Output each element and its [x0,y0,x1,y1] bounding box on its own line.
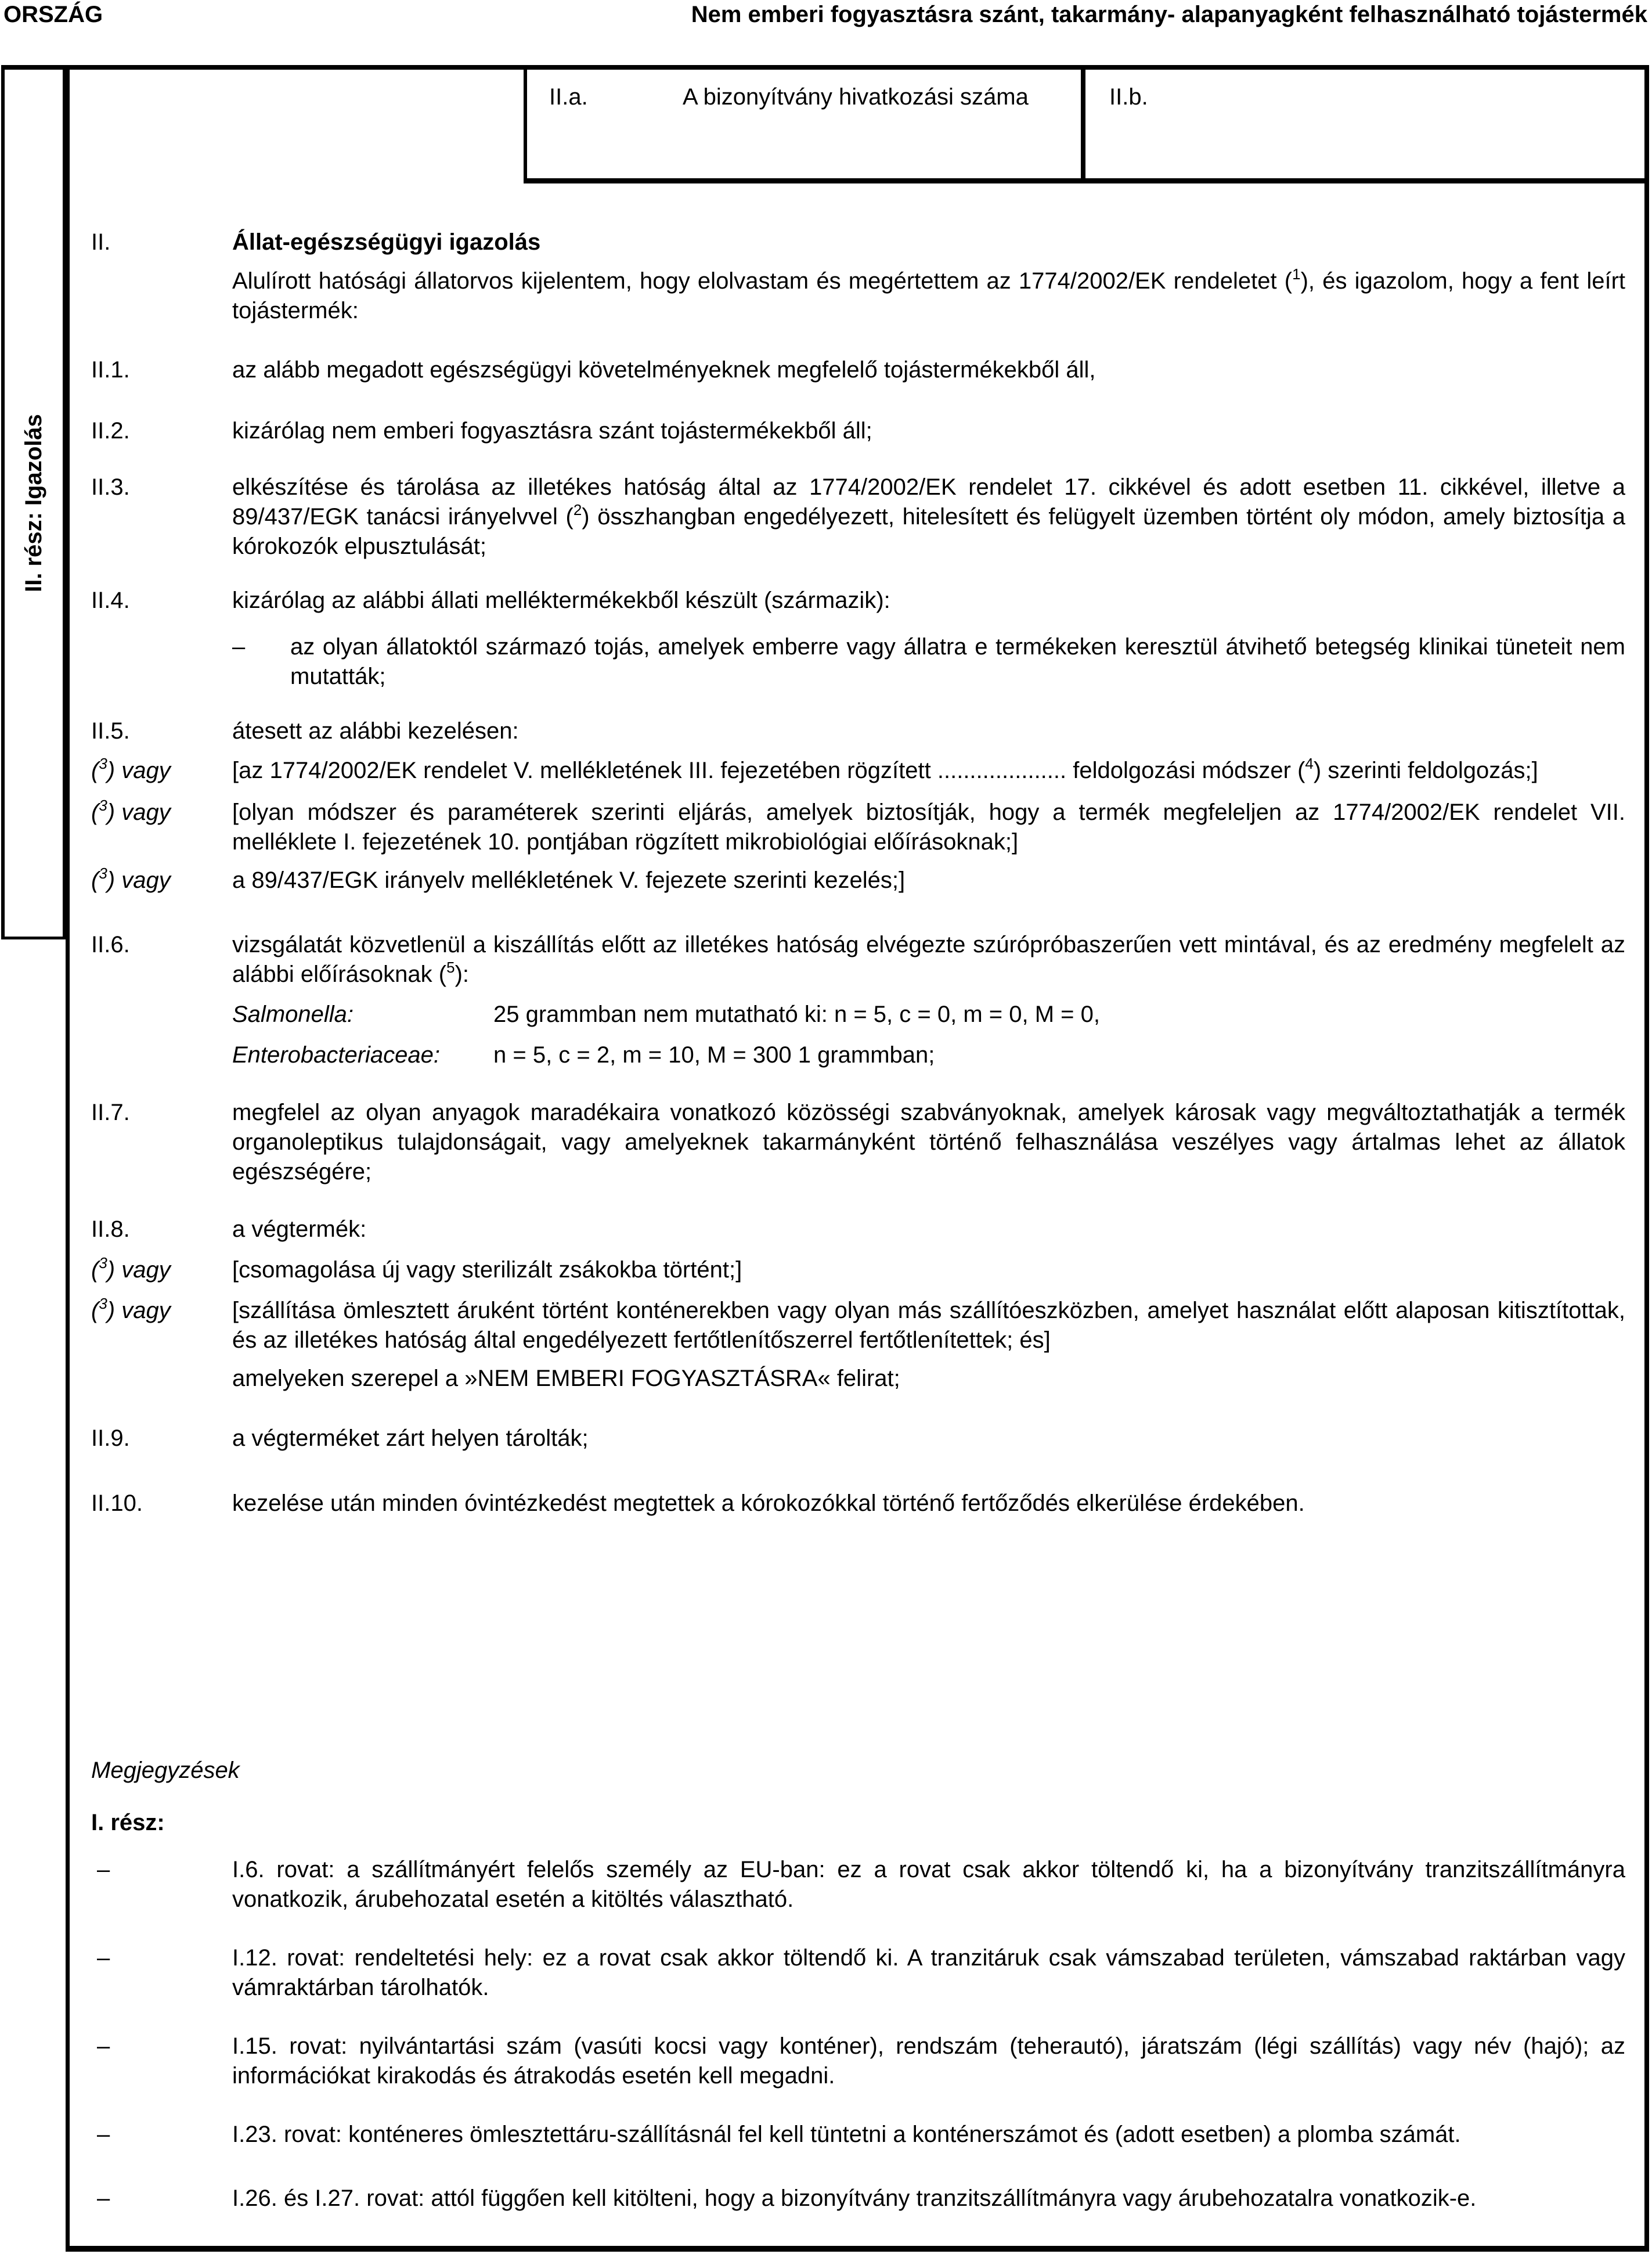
footnote-2-ref: 2 [573,501,582,519]
cell-iia [527,70,1085,178]
item-ii7-text: megfelel az olyan anyagok maradékaira vonatkozó közösségi szabványoknak, amelyek károsak vagy megváltoztathatják a termék organoleptikus tulajdonságait, vagy amelyeknek takarmányként történő felhasználása veszélyes vagy ártalmas lehet az állatok egészségére; [232,1100,1625,1184]
item-ii6-text-pre: vizsgálatát közvetlenül a kiszállítás előtt az illetékes hatóság elvégezte szúrópróbaszerűen vett mintával, és az eredmény megfelelt az alábbi előírásoknak ( [232,932,1625,987]
salmonella-row [232,1000,1625,1029]
treatment-option-3-row [91,866,1625,895]
part-ii-sidebar [1,65,66,939]
item-ii3-text-pre: elkészítése és tárolása az illetékes hatóság által az 1774/2002/EK rendelet 17. cikkével és adott esetben 11. cikkével, illetve a 89/437/EGK tanácsi irányelvvel ( [232,474,1625,530]
packing-option-1-text: [csomagolása új vagy sterilizált zsákokba történt;] [232,1257,742,1283]
notes-heading: Megjegyzések [91,1758,240,1783]
footnote-3-ref: 3 [99,796,107,814]
footnote-4-ref: 4 [1305,754,1314,772]
item-ii1-row [91,355,1625,385]
item-ii9-row [91,1424,1625,1453]
or-footnote-label [91,1296,232,1355]
item-ii8-number: II.8. [91,1216,130,1242]
note-i26-i27-row [91,2184,1625,2213]
or-footnote-label [91,866,232,895]
packing-option-1-row [91,1255,1625,1285]
enterobacteriaceae-criteria: n = 5, c = 2, m = 10, M = 300 1 grammban; [493,1042,935,1068]
treatment-option-2-row [91,798,1625,857]
item-ii4-number: II.4. [91,588,130,613]
or-label-paren-open: ( [91,1257,99,1283]
item-ii2-row [91,416,1625,446]
intro-paragraph [232,267,1625,326]
packing-option-2-text: [szállítása ömlesztett áruként történt konténerekben vagy olyan más szállítóeszközben, amelyet használat előtt alaposan kitisztítottak, és az illetékes hatóság által engedélyezett fertőtlenítőszerrel fertőtlenítettek; és] [232,1298,1625,1353]
item-ii2-text: kizárólag nem emberi fogyasztásra szánt tojástermékekből áll; [232,418,872,444]
item-ii8-text: a végtermék: [232,1216,367,1242]
or-label-paren-open: ( [91,758,99,783]
note-i26-i27-text: I.26. és I.27. rovat: attól függően kell kitölteni, hogy a bizonyítvány tranzitszállítmányra vagy árubehozatalra vonatkozik-e. [232,2185,1477,2211]
iib-number: II.b. [1109,84,1148,110]
or-label-word: ) vagy [107,800,171,825]
item-ii9-number: II.9. [91,1425,130,1451]
bullet-dash: – [97,2033,110,2059]
item-ii3-text [232,473,1625,561]
note-i12-text: I.12. rovat: rendeltetési hely: ez a rovat csak akkor töltendő ki. A tranzitáruk csak vámszabad területen, vámszabad raktárban vagy vámraktárban tárolhatók. [232,1945,1625,2000]
item-ii6-text [232,930,1625,989]
or-label-paren-open: ( [91,800,99,825]
or-label-word: ) vagy [107,1257,171,1283]
or-label-word: ) vagy [107,1298,171,1323]
treatment-option-1-text [232,756,1625,786]
item-ii6-number: II.6. [91,932,130,957]
reference-number-row [524,65,1649,183]
item-ii2-number: II.2. [91,418,130,444]
item-ii5-text: átesett az alábbi kezelésen: [232,718,519,744]
item-ii3-text-post: ) összhangban engedélyezett, hitelesített és felügyelt üzemben történt oly módon, amely biztosítja a kórokozók elpusztulását; [232,504,1626,559]
part-ii-sidebar-label: II. rész: Igazolás [20,414,46,592]
treatment-option-2-text: [olyan módszer és paraméterek szerinti eljárás, amelyek biztosítják, hogy a termék megfeleljen az 1774/2002/EK rendelet VII. melléklete I. fejezetének 10. pontjában rögzített mikrobiológiai előírásoknak;] [232,800,1625,855]
footnote-3-ref: 3 [99,864,107,882]
footnote-1-ref: 1 [1292,265,1301,283]
item-ii10-number: II.10. [91,1490,143,1516]
note-i6-text: I.6. rovat: a szállítmányért felelős személy az EU-ban: ez a rovat csak akkor töltendő ki, ha a bizonyítvány tranzitszállítmányra vonatkozik, árubehozatal esetén a kitöltés választható. [232,1857,1625,1912]
note-i6-row [91,1855,1625,1914]
intro-text-pre: Alulírott hatósági állatorvos kijelentem, hogy elolvastam és megértettem az 1774/2002/EK rendeletet ( [232,268,1293,294]
bullet-dash: – [97,2185,110,2211]
iia-label: A bizonyítvány hivatkozási száma [683,84,1029,110]
cell-iib-reference-field [1085,70,1646,178]
item-ii4-bullet-text: az olyan állatoktól származó tojás, amelyek emberre vagy állatra e termékeken keresztül átvihető betegség klinikai tüneteit nem mutatták; [290,634,1625,689]
note-i12-row [91,1943,1625,2003]
packing-note: amelyeken szerepel a »NEM EMBERI FOGYASZTÁSRA« felirat; [232,1366,900,1391]
enterobacteriaceae-row [232,1040,1625,1070]
item-ii3-row [91,473,1625,561]
item-ii6-text-post: ): [455,962,470,987]
treatment-option-1-row [91,756,1625,786]
note-i23-row [91,2120,1625,2149]
section-ii-title: Állat-egészségügyi igazolás [232,229,541,255]
bullet-dash: – [232,634,246,660]
treatment-1-post: ) szerinti feldolgozás;] [1313,758,1538,783]
enterobacteriaceae-label: Enterobacteriaceae: [232,1042,441,1068]
note-i23-text: I.23. rovat: konténeres ömlesztettáru-szállításnál fel kell tüntetni a konténerszámot és (adott esetben) a plomba számát. [232,2122,1461,2147]
item-ii3-number: II.3. [91,474,130,500]
page-title: Nem emberi fogyasztásra szánt, takarmány- alapanyagként felhasználható tojástermék [691,2,1647,27]
salmonella-criteria: 25 grammban nem mutatható ki: n = 5, c = 0, m = 0, M = 0, [493,1002,1100,1027]
section-ii-number: II. [91,229,111,255]
or-label-paren-open: ( [91,1298,99,1323]
footnote-3-ref: 3 [99,754,107,772]
item-ii7-number: II.7. [91,1100,130,1125]
or-label-word: ) vagy [107,758,171,783]
bullet-dash: – [97,1857,110,1882]
bullet-dash: – [97,1945,110,1971]
footnote-3-ref: 3 [99,1254,107,1272]
footnote-5-ref: 5 [446,958,455,976]
item-ii9-text: a végterméket zárt helyen tárolták; [232,1425,589,1451]
or-footnote-label [91,756,232,786]
iia-number: II.a. [549,84,588,110]
bullet-dash: – [97,2122,110,2147]
item-ii10-text: kezelése után minden óvintézkedést megtettek a kórokozókkal történő fertőződés elkerülése érdekében. [232,1490,1305,1516]
or-label-paren-open: ( [91,867,99,893]
note-i15-row [91,2032,1625,2091]
treatment-1-pre: [az 1774/2002/EK rendelet V. mellékletének III. fejezetében rögzített .................... feldolgozási módszer ( [232,758,1305,783]
item-ii4-text: kizárólag az alábbi állati melléktermékekből készült (származik): [232,588,890,613]
item-ii7-row [91,1098,1625,1187]
salmonella-label: Salmonella: [232,1002,354,1027]
footnote-3-ref: 3 [99,1294,107,1312]
or-footnote-label [91,1255,232,1285]
item-ii10-row [91,1489,1625,1518]
item-ii1-number: II.1. [91,357,130,383]
notes-part-heading: I. rész: [91,1810,165,1835]
treatment-option-3-text: a 89/437/EGK irányelv mellékletének V. fejezete szerinti kezelés;] [232,867,906,893]
item-ii5-row [91,716,1625,746]
packing-option-2-row [91,1296,1625,1355]
or-label-word: ) vagy [107,867,171,893]
country-label: ORSZÁG [3,2,103,27]
item-ii4-bullet-row [232,632,1625,692]
section-ii-heading-row [91,228,1625,257]
item-ii6-row [91,930,1625,989]
item-ii8-row [91,1215,1625,1244]
note-i15-text: I.15. rovat: nyilvántartási szám (vasúti kocsi vagy konténer), rendszám (teherautó), járatszám (légi szállítás) vagy név (hajó); az információkat kirakodás és átrakodás esetén kell megadni. [232,2033,1625,2089]
item-ii4-row [91,586,1625,615]
or-footnote-label [91,798,232,857]
item-ii1-text: az alább megadott egészségügyi követelményeknek megfelelő tojástermékekből áll, [232,357,1096,383]
intro-text-post: ), és igazolom, hogy a fent leírt tojástermék: [232,268,1626,323]
item-ii5-number: II.5. [91,718,130,744]
